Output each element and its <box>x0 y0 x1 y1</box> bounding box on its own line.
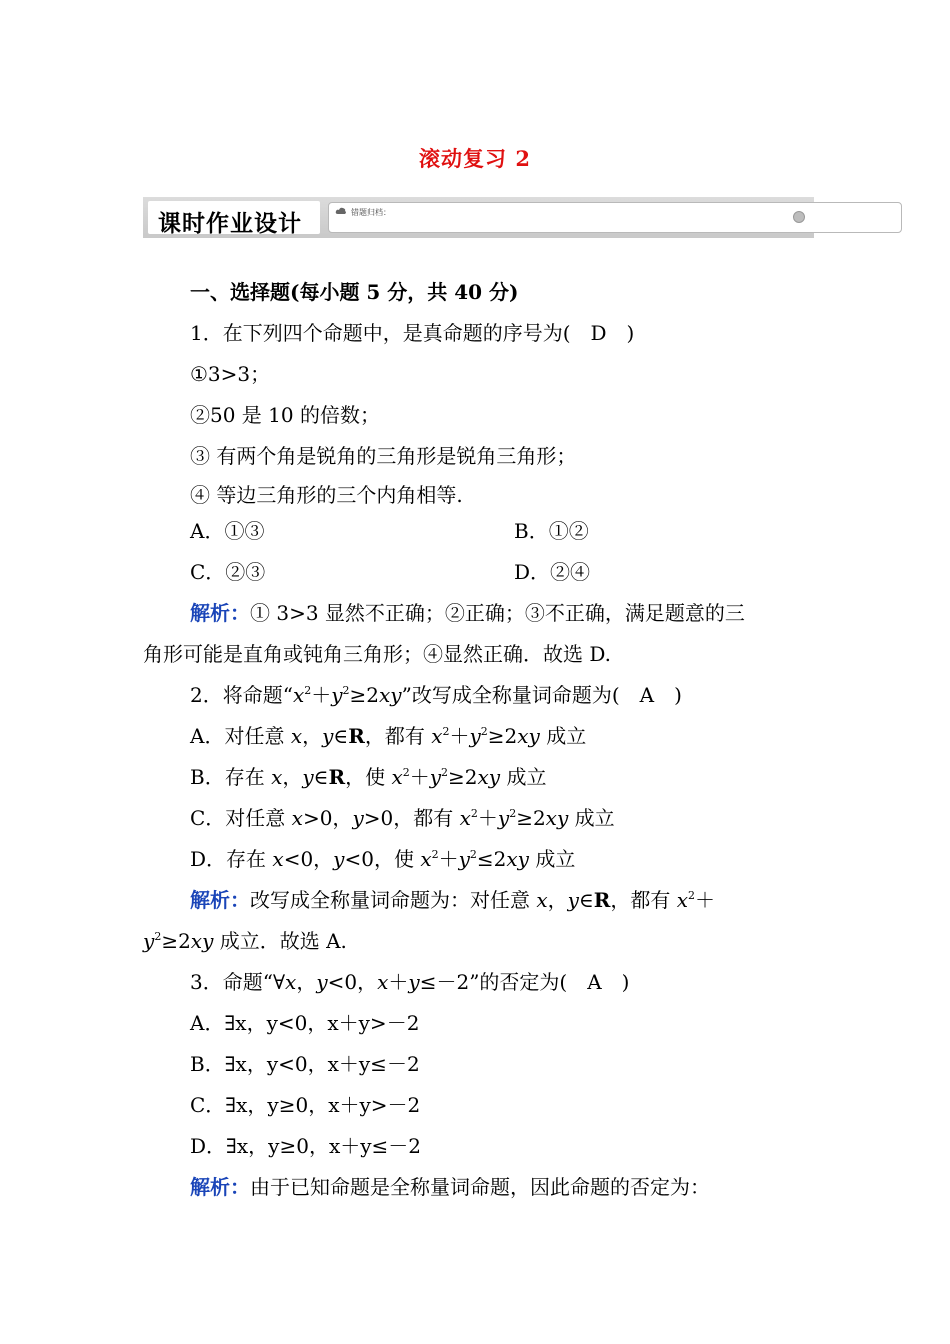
q3-stem: 3．命题“∀x，y<0，x＋y≤－2”的否定为( A ) <box>190 970 630 994</box>
error-archive-field[interactable] <box>328 202 902 233</box>
q2-option-a-tail: 成立 <box>546 724 587 748</box>
q1-item-2: ②50 是 10 的倍数； <box>190 403 380 427</box>
q3-analysis-line1 <box>190 1174 710 1200</box>
q1-option-d: D．②④ <box>514 560 591 584</box>
circle-icon[interactable] <box>793 211 805 223</box>
q2-option-b: B．存在 x，y∈R，使 $x^2+y^2\ge 2xy$ 成立 <box>190 765 547 789</box>
q2-option-b-tail: 成立 <box>506 765 547 789</box>
analysis-label: 解析： <box>190 601 250 625</box>
q2-stem-post: ”改写成全称量词命题为( A ) <box>401 683 682 707</box>
q3-stem-post: ”的否定为( A ) <box>469 970 630 994</box>
q1-option-b: B．①② <box>514 519 589 543</box>
q3-option-a: A．∃x，y<0，x＋y>－2 <box>190 1011 420 1035</box>
q2-analysis-tail: 成立．故选 A. <box>219 929 347 953</box>
q2-option-a-pre: A．对任意 <box>190 724 291 748</box>
q2-stem: 2．将命题“$x^2+y^2\ge 2xy$”改写成全称量词命题为( A ) <box>190 683 682 707</box>
homework-banner <box>143 197 814 238</box>
q2-option-c-pre: C．对任意 <box>190 806 292 830</box>
q2-analysis-line2: $y^2\ge 2xy$ 成立．故选 A. <box>143 929 347 953</box>
cloud-icon <box>335 207 347 215</box>
q2-analysis-line1: 解析：改写成全称量词命题为：对任意 x，y∈R，都有 $x^2+$ <box>190 888 716 912</box>
page-title: 滚动复习 2 <box>419 146 531 171</box>
q2-option-a: A．对任意 x，y∈R，都有 $x^2+y^2\ge 2xy$ 成立 <box>190 724 587 748</box>
banner-label-box <box>148 201 320 237</box>
q2-stem-pre: 2．将命题“ <box>190 683 293 707</box>
q1-stem: 1．在下列四个命题中，是真命题的序号为( D ) <box>190 321 635 345</box>
q2-analysis-pre: 改写成全称量词命题为：对任意 <box>250 888 537 912</box>
q2-option-c-tail: 成立 <box>574 806 615 830</box>
q3-option-b: B．∃x，y<0，x＋y≤－2 <box>190 1052 420 1076</box>
q2-option-c: C．对任意 x>0，y>0，都有 $x^2+y^2\ge 2xy$ 成立 <box>190 806 615 830</box>
q2-option-d-pre: D．存在 <box>190 847 273 871</box>
banner-label: 课时作业设计 <box>158 211 302 237</box>
q1-item-4: ④ 等边三角形的三个内角相等. <box>190 483 463 507</box>
q3-option-d: D．∃x，y≥0，x＋y≤－2 <box>190 1134 422 1158</box>
q1-option-c: C．②③ <box>190 560 266 584</box>
q3-option-c: C．∃x，y≥0，x＋y>－2 <box>190 1093 421 1117</box>
q1-item-3: ③ 有两个角是锐角的三角形是锐角三角形； <box>190 444 577 468</box>
q1-analysis-line2: 角形可能是直角或钝角三角形；④显然正确．故选 D. <box>143 642 612 666</box>
section-heading: 一、选择题(每小题 5 分，共 40 分) <box>190 280 519 304</box>
q1-item-1: ①3>3； <box>190 362 271 386</box>
q2-option-d: D．存在 x<0，y<0，使 $x^2+y^2\le 2xy$ 成立 <box>190 847 576 871</box>
q1-analysis-line1 <box>190 600 745 626</box>
error-archive-label: 错题归档： <box>351 208 391 217</box>
q3-analysis-text: 由于已知命题是全称量词命题，因此命题的否定为： <box>250 1175 710 1199</box>
q3-stem-pre: 3．命题“∀ <box>190 970 286 994</box>
q1-option-a: A．①③ <box>190 519 265 543</box>
q2-option-d-tail: 成立 <box>535 847 576 871</box>
q2-option-b-pre: B．存在 <box>190 765 272 789</box>
analysis-label: 解析： <box>190 888 250 912</box>
analysis-label: 解析： <box>190 1175 250 1199</box>
q1-analysis-text1: ① 3>3 显然不正确；②正确；③不正确，满足题意的三 <box>250 601 745 625</box>
